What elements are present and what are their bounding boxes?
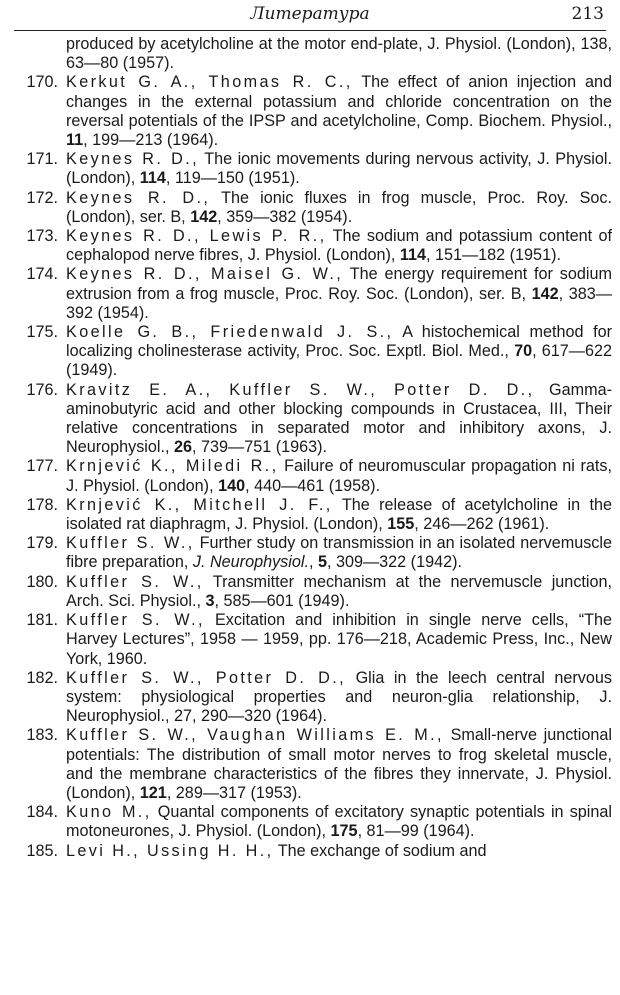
reference-number: 173. bbox=[26, 227, 58, 246]
reference-authors: Krnjević K., Miledi R., bbox=[66, 457, 279, 476]
reference-volume: 155 bbox=[387, 515, 415, 534]
reference-pages: , 383—392 (1954). bbox=[66, 284, 612, 322]
reference-title: Quantal components of excitatory synaptic potentials in spinal motoneurones, J. Physiol. (London), bbox=[66, 803, 612, 841]
reference-volume: 26 bbox=[173, 438, 192, 457]
reference-pages: , 440—461 (1958). bbox=[245, 476, 381, 495]
reference-text bbox=[66, 73, 612, 150]
reference-authors: Kuffler S. W., Vaughan Williams E. M., bbox=[66, 726, 444, 745]
reference-pages: , 585—601 (1949). bbox=[214, 591, 350, 610]
reference-number: 185. bbox=[26, 841, 58, 860]
reference-title: The energy requirement for sodium extrusion from a frog muscle, Proc. Roy. Soc. (London), ser. B, bbox=[66, 265, 612, 303]
reference-authors: Keynes R. D., bbox=[66, 150, 200, 169]
reference-number: 172. bbox=[26, 188, 58, 207]
reference-authors: Keynes R. D., Maisel G. W., bbox=[66, 265, 344, 284]
reference-text bbox=[66, 803, 612, 841]
reference-authors: Keynes R. D., bbox=[66, 188, 211, 207]
reference-volume: 114 bbox=[139, 169, 166, 188]
reference-text bbox=[66, 265, 612, 323]
reference-authors: Keynes R. D., Lewis P. R., bbox=[66, 227, 327, 246]
reference-text: Kuffler S. W., Further study on transmission in an isolated nervemuscle fibre preparation, J. Neurophysiol., 5, 309—322 (1942). bbox=[66, 534, 613, 572]
reference-authors: Kuffler S. W., Potter D. D., bbox=[66, 668, 347, 687]
reference-text bbox=[66, 842, 612, 861]
reference-number: 175. bbox=[26, 323, 58, 342]
reference-text bbox=[66, 669, 612, 727]
reference-title: Glia in the leech central nervous system: physiological properties and neuron-glia relationship, J. Neurophysiol., 27, 290—320 (1964). bbox=[66, 668, 612, 726]
reference-text bbox=[66, 611, 612, 669]
reference-entry bbox=[6, 842, 612, 861]
reference-pages: , 151—182 (1951). bbox=[425, 246, 561, 265]
reference-journal: J. Neurophysiol. bbox=[192, 553, 309, 572]
reference-pages: , 359—382 (1954). bbox=[217, 207, 353, 226]
reference-title: The release of acetylcholine in the isolated rat diaphragm, J. Physiol. (London), bbox=[66, 495, 612, 534]
running-title: Литература bbox=[250, 4, 370, 24]
page-number: 213 bbox=[571, 4, 604, 24]
reference-title: Failure of neuromuscular propagation ni rats, J. Physiol. (London), bbox=[66, 457, 612, 495]
reference-entry bbox=[6, 611, 612, 669]
reference-pages: , 199—213 (1964). bbox=[83, 131, 219, 150]
reference-list bbox=[6, 35, 612, 861]
reference-text bbox=[66, 323, 612, 381]
running-header bbox=[14, 0, 606, 31]
reference-title: The ionic fluxes in frog muscle, Proc. Roy. Soc. (London), ser. B, bbox=[66, 188, 612, 226]
reference-pages: , 289—317 (1953). bbox=[166, 783, 302, 802]
reference-entry bbox=[6, 265, 612, 323]
reference-entry bbox=[6, 496, 612, 534]
reference-entry bbox=[6, 323, 612, 381]
reference-entry bbox=[6, 73, 612, 150]
reference-pages: , 309—322 (1942). bbox=[326, 553, 462, 572]
reference-volume: 175 bbox=[330, 822, 358, 841]
reference-entry bbox=[6, 457, 612, 495]
reference-authors: Kuno M., bbox=[66, 803, 152, 822]
reference-number: 180. bbox=[26, 572, 58, 591]
reference-volume: 70 bbox=[514, 342, 533, 361]
reference-entries bbox=[6, 73, 612, 860]
reference-entry bbox=[6, 669, 612, 727]
reference-number: 183. bbox=[26, 726, 58, 745]
reference-title: A histochemical method for localizing cholinesterase activity, Proc. Soc. Exptl. Biol. Med., bbox=[66, 323, 612, 361]
reference-entry bbox=[6, 573, 612, 611]
reference-volume: 11 bbox=[66, 131, 84, 150]
reference-number: 177. bbox=[26, 457, 58, 476]
reference-authors: Kuffler S. W., bbox=[66, 572, 204, 591]
reference-number: 182. bbox=[26, 668, 58, 687]
reference-title: Excitation and inhibition in single nerve cells, “The Harvey Lectures”, 1958 — 1959, pp. 176—218, Academic Press, Inc., New York, 1960. bbox=[66, 611, 612, 668]
reference-number: 178. bbox=[26, 495, 58, 514]
reference-title: The ionic movements during nervous activity, J. Physiol. (London), bbox=[66, 150, 612, 188]
reference-volume: 5 bbox=[317, 553, 327, 572]
reference-volume: 140 bbox=[218, 476, 246, 495]
reference-title: The effect of anion injection and changes in the external potassium and chloride concentration on the reversal potentials of the IPSP and acetylcholine, Comp. Biochem. Physiol., bbox=[66, 73, 612, 130]
reference-entry bbox=[6, 381, 612, 458]
reference-authors: Kuffler S. W., bbox=[66, 611, 205, 630]
reference-text bbox=[66, 726, 612, 803]
reference-entry bbox=[6, 534, 612, 572]
reference-entry bbox=[6, 189, 612, 227]
reference-title: Small-nerve junctional potentials: The distribution of small motor nerves to frog skeletal muscle, and the membrane characteristics of the fibres they innervate, J. Physiol. (London), bbox=[66, 726, 613, 802]
reference-title: Gamma-aminobutyric acid and other blocking compounds in Crustacea, III, Their relative concentrations in separated motor and inhibitory axons, J. Neurophysiol., bbox=[66, 380, 612, 457]
reference-volume: 3 bbox=[205, 591, 215, 610]
reference-number: 174. bbox=[26, 265, 58, 284]
reference-number: 171. bbox=[26, 150, 58, 169]
reference-authors: Koelle G. B., Friedenwald J. S., bbox=[66, 323, 394, 342]
reference-title: Transmitter mechanism at the nervemuscle junction, Arch. Sci. Physiol., bbox=[66, 572, 613, 610]
reference-title: The sodium and potassium content of cephalopod nerve fibres, J. Physiol. (London), bbox=[66, 227, 613, 265]
reference-entry bbox=[6, 803, 612, 841]
reference-number: 170. bbox=[26, 73, 58, 92]
reference-text bbox=[66, 457, 612, 495]
reference-text bbox=[66, 227, 612, 265]
reference-authors: Levi H., Ussing H. H., bbox=[66, 841, 274, 860]
reference-volume: 142 bbox=[190, 207, 218, 226]
reference-pages: , 119—150 (1951). bbox=[165, 169, 300, 188]
reference-entry bbox=[6, 150, 612, 188]
reference-authors: Krnjević K., Mitchell J. F., bbox=[66, 495, 333, 514]
reference-number: 179. bbox=[26, 534, 58, 553]
reference-authors: Kuffler S. W., bbox=[66, 534, 195, 553]
reference-number: 181. bbox=[26, 611, 58, 630]
reference-entry bbox=[6, 726, 612, 803]
reference-text bbox=[66, 189, 612, 227]
reference-volume: 142 bbox=[531, 284, 559, 303]
reference-pages: , 617—622 (1949). bbox=[66, 342, 613, 380]
reference-title: Further study on transmission in an isolated nervemuscle fibre preparation, bbox=[66, 534, 613, 572]
reference-pages: , 246—262 (1961). bbox=[414, 515, 550, 534]
reference-pages: , 81—99 (1964). bbox=[357, 822, 475, 841]
reference-continuation: produced by acetylcholine at the motor end-plate, J. Physiol. (London), 138, 63—80 (1957). bbox=[66, 35, 612, 73]
reference-text bbox=[66, 381, 612, 458]
reference-text bbox=[66, 573, 612, 611]
reference-pages: , 739—751 (1963). bbox=[192, 438, 327, 457]
reference-title: The exchange of sodium and bbox=[273, 841, 487, 860]
reference-text bbox=[66, 496, 612, 534]
reference-authors: Kerkut G. A., Thomas R. C., bbox=[66, 73, 353, 92]
reference-number: 176. bbox=[26, 380, 58, 399]
reference-authors: Kravitz E. A., Kuffler S. W., Potter D. D., bbox=[66, 380, 535, 399]
reference-number: 184. bbox=[26, 803, 58, 822]
reference-text bbox=[66, 150, 612, 188]
reference-entry bbox=[6, 227, 612, 265]
reference-volume: 121 bbox=[139, 783, 167, 802]
reference-volume: 114 bbox=[399, 246, 426, 265]
